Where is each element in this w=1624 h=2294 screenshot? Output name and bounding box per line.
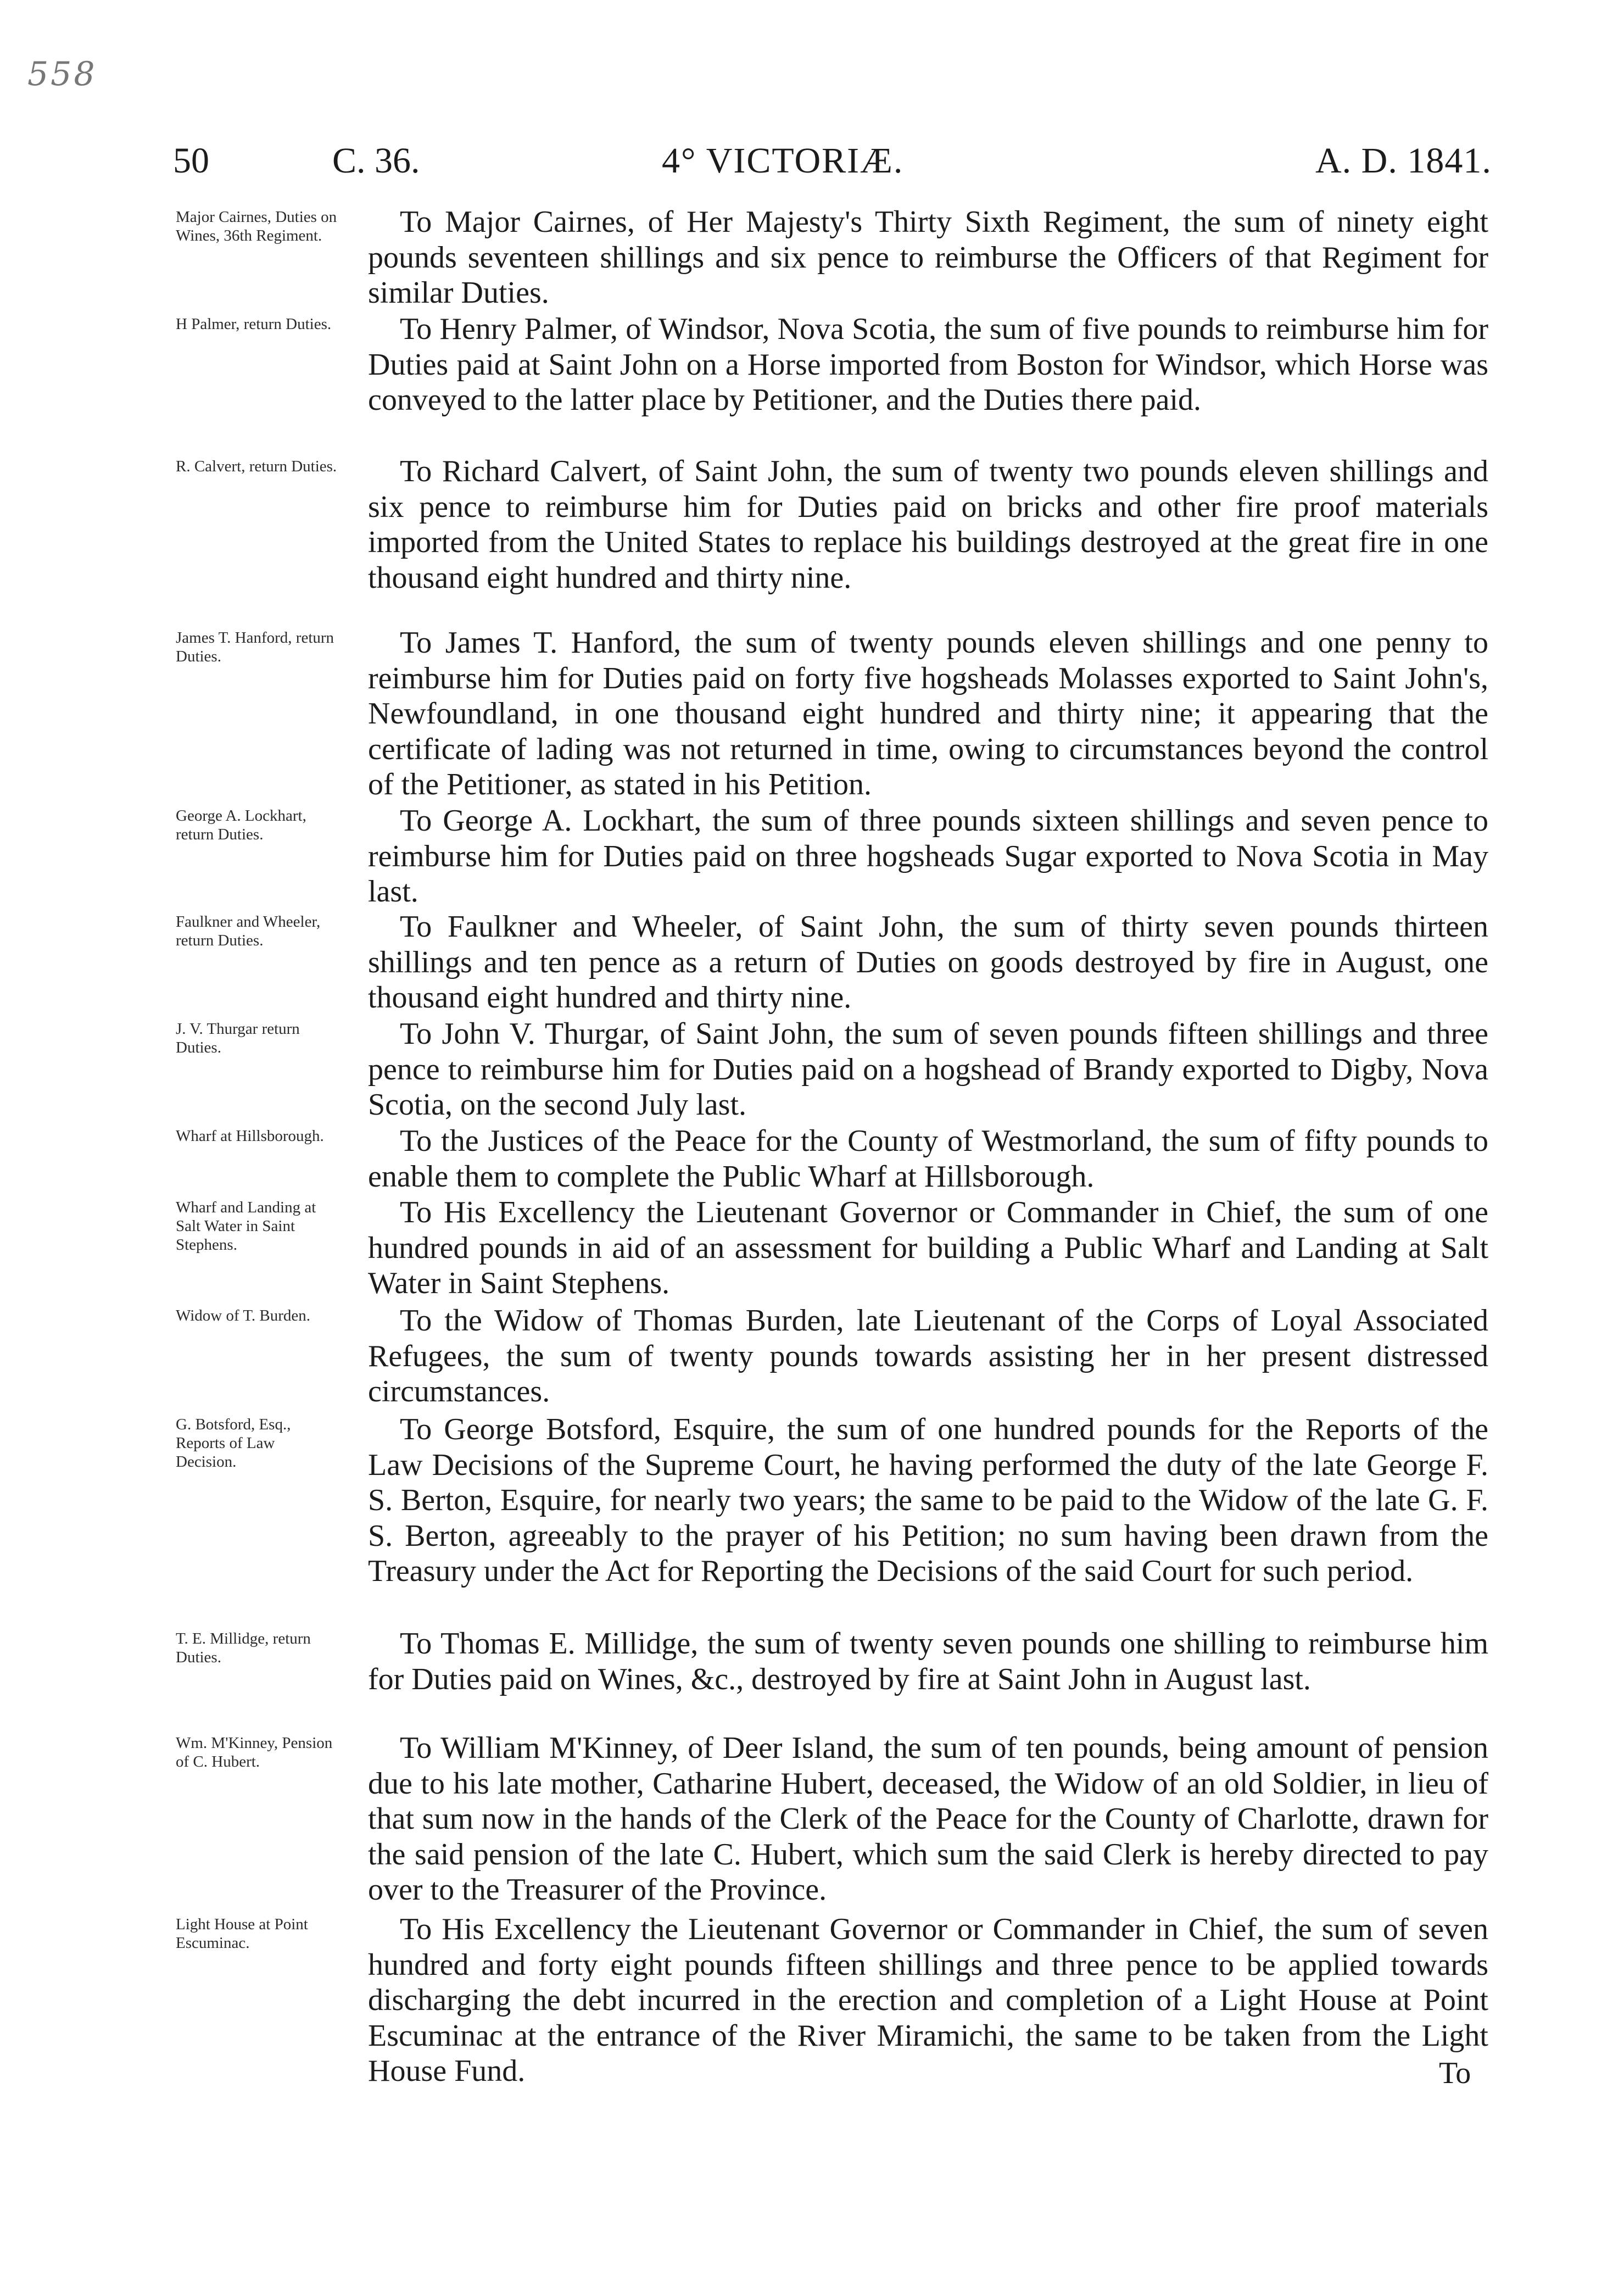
margin-note: James T. Hanford, return Duties. [176,629,334,665]
entry-text: To James T. Hanford, the sum of twenty pounds eleven shillings and one penny to reimburse him for Duties paid on forty five hogsheads Molasses exported to Saint John's, Newfoundland, in one thousand eight hundred and thirty nine; it appearing that the certificate of lading was not returned in time, owing to circumstances beyond the control of the Petitioner, as stated in his Petition. [368,626,1488,801]
margin-note: Wm. M'Kinney, Pension of C. Hubert. [176,1734,333,1770]
margin-note: R. Calvert, return Duties. [176,458,337,475]
margin-note: H Palmer, return Duties. [176,315,332,333]
entry-text: To William M'Kinney, of Deer Island, the sum of ten pounds, being amount of pension due to his late mother, Catharine Hubert, deceased, the Widow of an old Soldier, in lieu of that sum now in the hands of the Clerk of the Peace for the County of Charlotte, drawn for the said pension of the late C. Hubert, which sum the said Clerk is hereby directed to pay over to the Treasurer of the Province. [368,1731,1488,1907]
entry-text: To Faulkner and Wheeler, of Saint John, the sum of thirty seven pounds thirteen shillings and ten pence as a return of Duties on goods destroyed by fire in August, one thousand eight hundred and thirty nine. [368,910,1488,1015]
margin-note: T. E. Millidge, return Duties. [176,1630,311,1666]
entry-text: To George A. Lockhart, the sum of three pounds sixteen shillings and seven pence to reimburse him for Duties paid on three hogsheads Sugar exported to Nova Scotia in May last. [368,804,1488,909]
entry-text: To Henry Palmer, of Windsor, Nova Scotia, the sum of five pounds to reimburse him for Duties paid at Saint John on a Horse imported from Boston for Windsor, which Horse was conveyed to the latter place by Petitioner, and the Duties there paid. [368,312,1488,417]
folio-mark: 558 [27,55,97,93]
entry-text: To George Botsford, Esquire, the sum of one hundred pounds for the Reports of the Law Decisions of the Supreme Court, he having performed the duty of the late George F. S. Berton, Esquire, for nearly two years; the same to be paid to the Widow of the late G. F. S. Berton, agreeably to the prayer of his Petition; no sum having been drawn from the Treasury under the Act for Reporting the Decisions of the said Court for such period. [368,1412,1488,1588]
year: A. D. 1841. [1315,141,1492,181]
margin-note: Wharf at Hillsborough. [176,1127,324,1145]
entry-text: To John V. Thurgar, of Saint John, the sum of seven pounds fifteen shillings and three pence to reimburse him for Duties paid on a hogshead of Brandy exported to Digby, Nova Scotia, on the second July last. [368,1017,1488,1122]
chapter-number: C. 36. [332,141,420,181]
entry-text: To Major Cairnes, of Her Majesty's Thirty Sixth Regiment, the sum of ninety eight pounds seventeen shillings and six pence to reimburse the Officers of that Regiment for similar Duties. [368,205,1488,310]
margin-note: George A. Lockhart, return Duties. [176,807,306,843]
catchword: To [1439,2056,1471,2090]
entry-text: To the Widow of Thomas Burden, late Lieutenant of the Corps of Loyal Associated Refugees, the sum of twenty pounds towards assisting her in her present distressed circumstances. [368,1304,1488,1408]
entry-text: To Thomas E. Millidge, the sum of twenty seven pounds one shilling to reimburse him for Duties paid on Wines, &c., destroyed by fire at Saint John in August last. [368,1627,1488,1696]
margin-note: Faulkner and Wheeler, return Duties. [176,913,321,949]
entry-text: To His Excellency the Lieutenant Governor or Commander in Chief, the sum of one hundred pounds in aid of an assessment for building a Public Wharf and Landing at Salt Water in Saint Stephens. [368,1195,1488,1300]
entry-text: To Richard Calvert, of Saint John, the sum of twenty two pounds eleven shillings and six pence to reimburse him for Duties paid on bricks and other fire proof materials imported from the United States to replace his buildings destroyed at the great fire in one thousand eight hundred and thirty nine. [368,454,1488,595]
entry-text: To the Justices of the Peace for the County of Westmorland, the sum of fifty pounds to enable them to complete the Public Wharf at Hillsborough. [368,1124,1488,1194]
margin-note: G. Botsford, Esq., Reports of Law Decision. [176,1416,291,1471]
regnal-year: 4° VICTORIÆ. [662,141,904,181]
margin-note: Major Cairnes, Duties on Wines, 36th Regiment. [176,208,337,244]
margin-note: Light House at Point Escuminac. [176,1916,308,1952]
margin-note: Wharf and Landing at Salt Water in Saint Stephens. [176,1199,316,1254]
entry-text: To His Excellency the Lieutenant Governor or Commander in Chief, the sum of seven hundred and forty eight pounds fifteen shillings and three pence to be applied towards discharging the debt incurred in the erection and completion of a Light House at Point Escuminac at the entrance of the River Miramichi, the same to be taken from the Light House Fund. [368,1912,1488,2088]
margin-note: J. V. Thurgar return Duties. [176,1020,300,1056]
page-number: 50 [173,141,209,181]
margin-note: Widow of T. Burden. [176,1307,311,1324]
